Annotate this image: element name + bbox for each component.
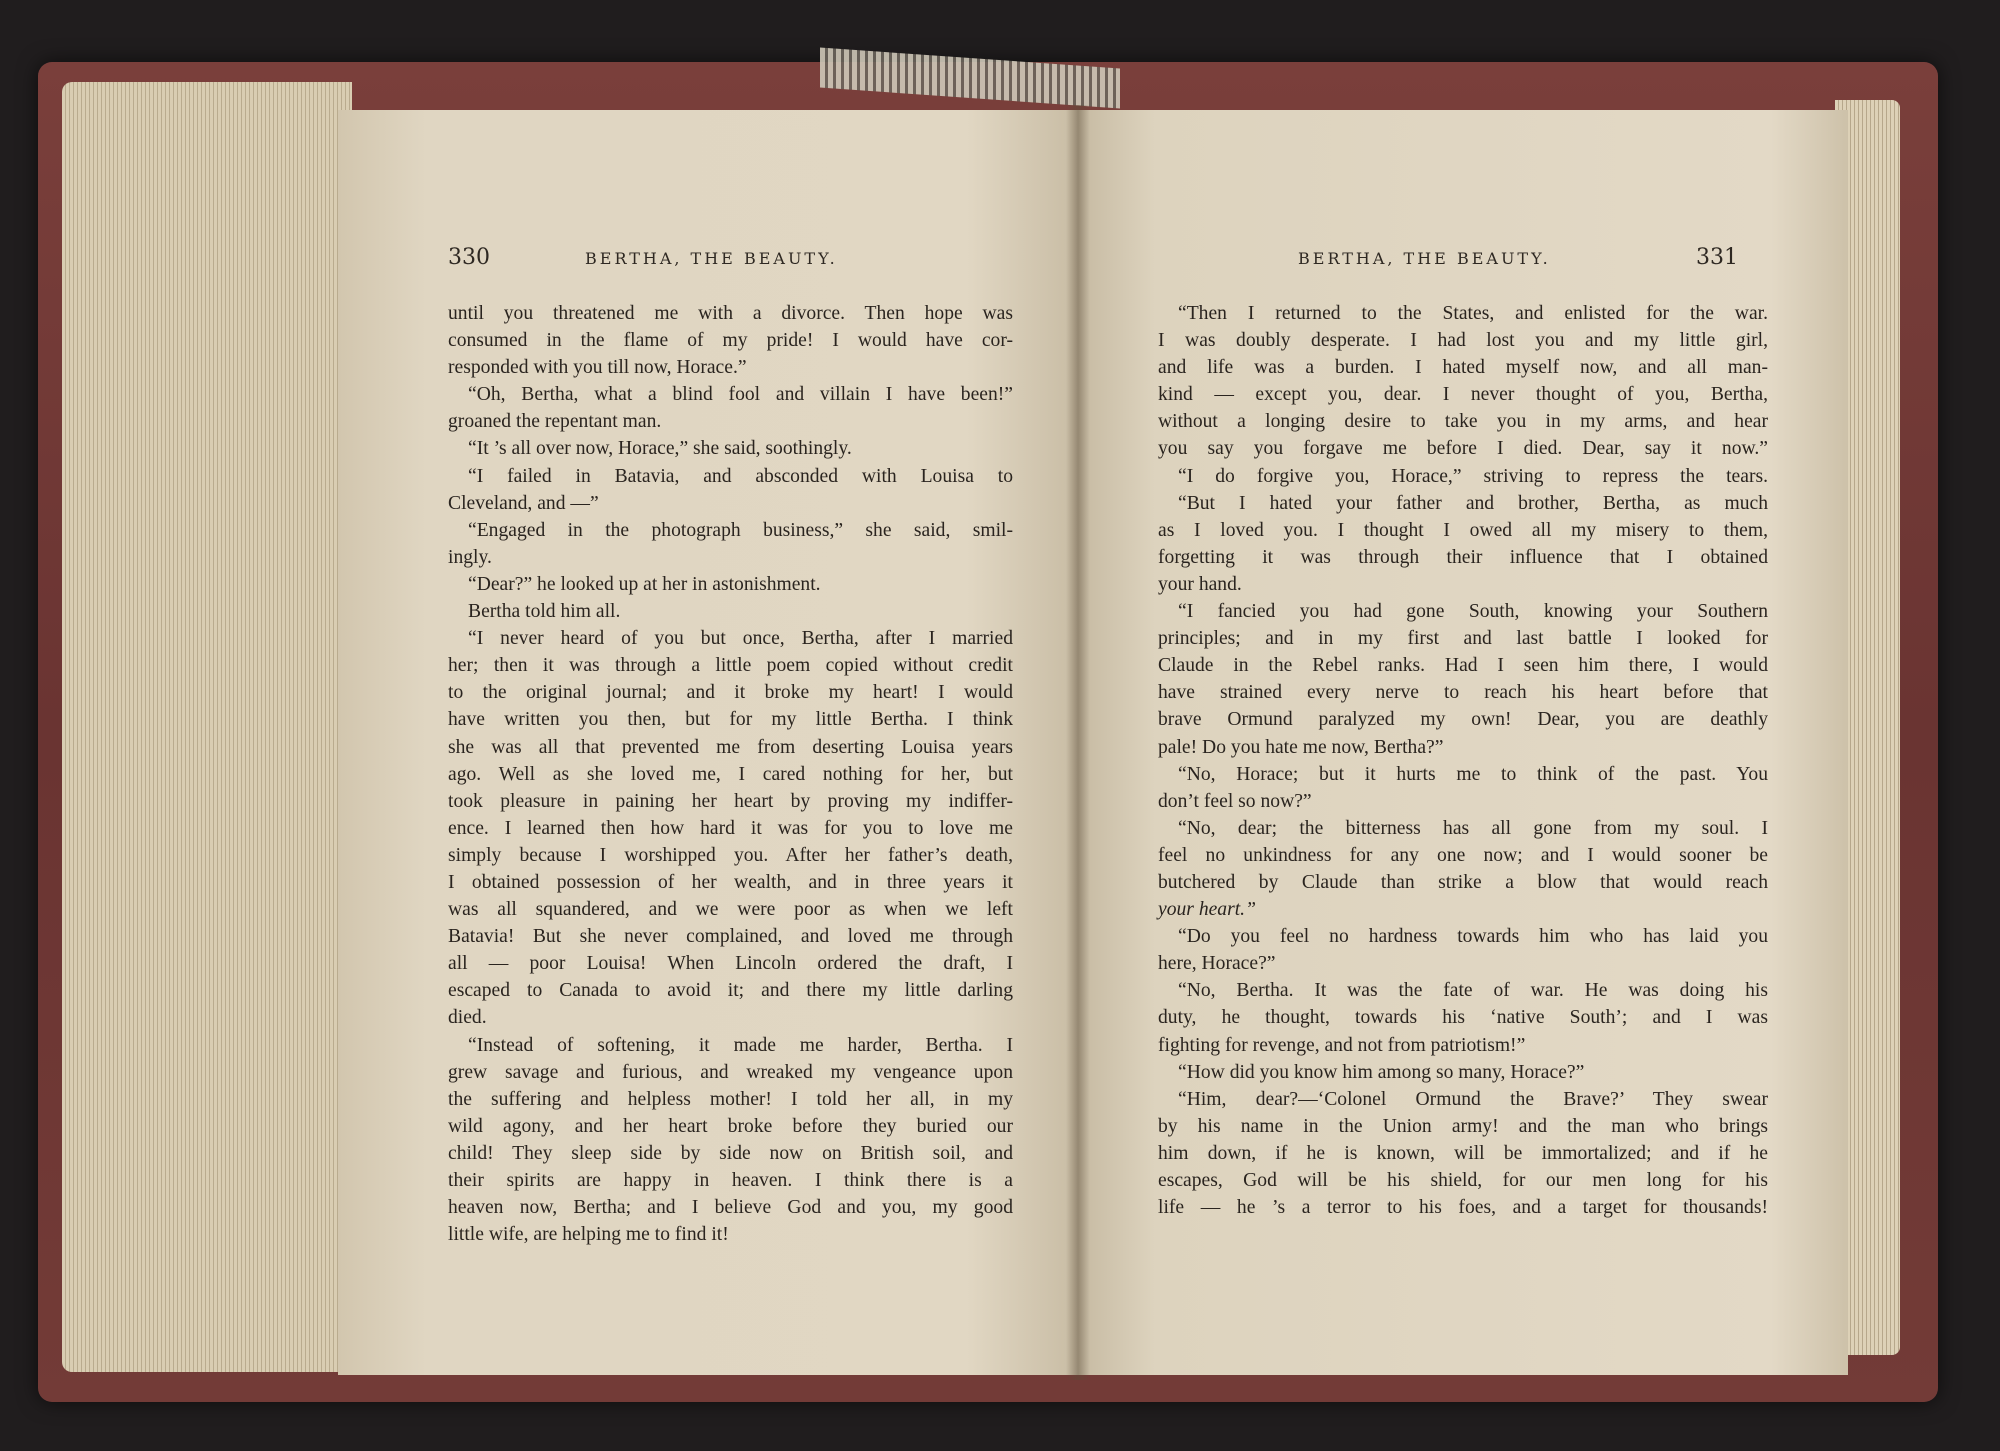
text-line: “No, Bertha. It was the fate of war. He was doing his xyxy=(1178,980,1768,1002)
running-head: BERTHA, THE BEAUTY. xyxy=(1298,249,1551,268)
text-line: “Then I returned to the States, and enlisted for the war. xyxy=(1178,303,1768,324)
text-line: him down, if he is known, will be immortalized; and if he xyxy=(1158,1142,1768,1164)
text-line: ingly. xyxy=(448,546,492,568)
text-line: “I do forgive you, Horace,” striving to repress the tears. xyxy=(1178,465,1768,487)
text-line: principles; and in my first and last battle I looked for xyxy=(1158,628,1768,650)
page-number: 330 xyxy=(448,245,490,270)
text-line: escaped to Canada to avoid it; and there my little darling xyxy=(448,980,1013,1002)
text-line: don’t feel so now?” xyxy=(1158,790,1312,812)
text-line: she was all that prevented me from deserting Louisa years xyxy=(448,736,1013,758)
text-line: ence. I learned then how hard it was for you to love me xyxy=(448,817,1013,839)
text-line: “No, dear; the bitterness has all gone from my soul. I xyxy=(1178,817,1768,839)
text-line: “No, Horace; but it hurts me to think of the past. You xyxy=(1178,763,1768,785)
text-line: heaven now, Bertha; and I believe God and you, my good xyxy=(448,1197,1013,1219)
text-line: took pleasure in paining her heart by proving my indiffer- xyxy=(448,790,1013,812)
text-line: simply because I worshipped you. After her father’s death, xyxy=(448,844,1013,866)
text-line: I obtained possession of her wealth, and in three years it xyxy=(448,871,1013,893)
text-line: died. xyxy=(448,1007,487,1029)
text-line: “How did you know him among so many, Horace?” xyxy=(1178,1061,1585,1083)
text-line: you say you forgave me before I died. Dear, say it now.” xyxy=(1158,438,1768,460)
left-page-edges xyxy=(62,82,352,1372)
text-line: was all squandered, and we were poor as when we left xyxy=(448,899,1013,921)
text-line: her; then it was through a little poem copied without credit xyxy=(448,655,1013,677)
text-line: their spirits are happy in heaven. I think there is a xyxy=(448,1170,1013,1191)
text-line: “I fancied you had gone South, knowing your Southern xyxy=(1178,601,1768,623)
text-line: escapes, God will be his shield, for our men long for his xyxy=(1158,1170,1768,1191)
text-line: “I failed in Batavia, and absconded with Louisa to xyxy=(468,465,1013,487)
text-line: “Dear?” he looked up at her in astonishment. xyxy=(468,573,821,595)
text-line: forgetting it was through their influence that I obtained xyxy=(1158,546,1768,568)
text-line: and life was a burden. I hated myself now, and all man- xyxy=(1158,357,1768,379)
text-line: consumed in the flame of my pride! I would have cor- xyxy=(448,330,1013,352)
text-line: I was doubly desperate. I had lost you and my little girl, xyxy=(1158,330,1768,352)
text-line: Claude in the Rebel ranks. Had I seen him there, I would xyxy=(1158,655,1768,677)
center-gutter xyxy=(1066,105,1090,1380)
text-line: child! They sleep side by side now on British soil, and xyxy=(448,1142,1013,1164)
text-line: pale! Do you hate me now, Bertha?” xyxy=(1158,736,1444,758)
text-line: “It ’s all over now, Horace,” she said, soothingly. xyxy=(468,438,852,460)
text-line: ago. Well as she loved me, I cared nothing for her, but xyxy=(448,763,1013,785)
right-page xyxy=(1078,110,1848,1375)
text-line: “Instead of softening, it made me harder, Bertha. I xyxy=(468,1034,1013,1056)
text-line: wild agony, and her heart broke before they buried our xyxy=(448,1115,1013,1137)
right-page-header xyxy=(1078,245,1848,285)
text-line: responded with you till now, Horace.” xyxy=(448,357,747,379)
text-line: duty, he thought, towards his ‘native South’; and I was xyxy=(1158,1007,1768,1029)
text-line: have written you then, but for my little Bertha. I think xyxy=(448,709,1013,731)
text-line: the suffering and helpless mother! I told her all, in my xyxy=(448,1088,1013,1110)
text-line: grew savage and furious, and wreaked my vengeance upon xyxy=(448,1061,1013,1083)
text-line: little wife, are helping me to find it! xyxy=(448,1224,729,1246)
left-page-header xyxy=(338,245,1078,285)
left-page-text xyxy=(448,300,1013,1248)
text-line: all — poor Louisa! When Lincoln ordered the draft, I xyxy=(448,953,1013,975)
text-line: as I loved you. I thought I owed all my misery to them, xyxy=(1158,519,1768,541)
page-number: 331 xyxy=(1696,245,1738,270)
text-line: “I never heard of you but once, Bertha, after I married xyxy=(468,628,1013,650)
text-line: brave Ormund paralyzed my own! Dear, you are deathly xyxy=(1158,709,1768,731)
text-line: your heart.” xyxy=(1158,899,1256,921)
running-head: BERTHA, THE BEAUTY. xyxy=(585,249,838,268)
text-line: your hand. xyxy=(1158,573,1242,595)
text-line: “But I hated your father and brother, Bertha, as much xyxy=(1178,492,1768,514)
text-line: groaned the repentant man. xyxy=(448,411,662,433)
text-line: to the original journal; and it broke my heart! I would xyxy=(448,682,1013,704)
text-line: “Oh, Bertha, what a blind fool and villain I have been!” xyxy=(468,384,1013,406)
text-line: have strained every nerve to reach his heart before that xyxy=(1158,682,1768,704)
text-line: butchered by Claude than strike a blow that would reach xyxy=(1158,871,1768,893)
text-line: “Do you feel no hardness towards him who has laid you xyxy=(1178,926,1768,948)
text-line: by his name in the Union army! and the man who brings xyxy=(1158,1115,1768,1137)
text-line: Batavia! But she never complained, and loved me through xyxy=(448,926,1013,948)
text-line: until you threatened me with a divorce. Then hope was xyxy=(448,303,1013,324)
left-page xyxy=(338,110,1078,1375)
text-line: fighting for revenge, and not from patriotism!” xyxy=(1158,1034,1526,1056)
text-line: kind — except you, dear. I never thought of you, Bertha, xyxy=(1158,384,1768,406)
text-line: Cleveland, and —” xyxy=(448,492,599,514)
text-line: here, Horace?” xyxy=(1158,953,1276,975)
text-line: “Him, dear?—‘Colonel Ormund the Brave?’ They swear xyxy=(1178,1088,1768,1110)
text-line: life — he ’s a terror to his foes, and a target for thousands! xyxy=(1158,1197,1768,1219)
text-line: “Engaged in the photograph business,” she said, smil- xyxy=(468,519,1013,541)
right-page-text xyxy=(1158,300,1768,1221)
text-line: Bertha told him all. xyxy=(468,601,621,623)
text-line: feel no unkindness for any one now; and I would sooner be xyxy=(1158,844,1768,866)
text-line: without a longing desire to take you in my arms, and hear xyxy=(1158,411,1768,433)
